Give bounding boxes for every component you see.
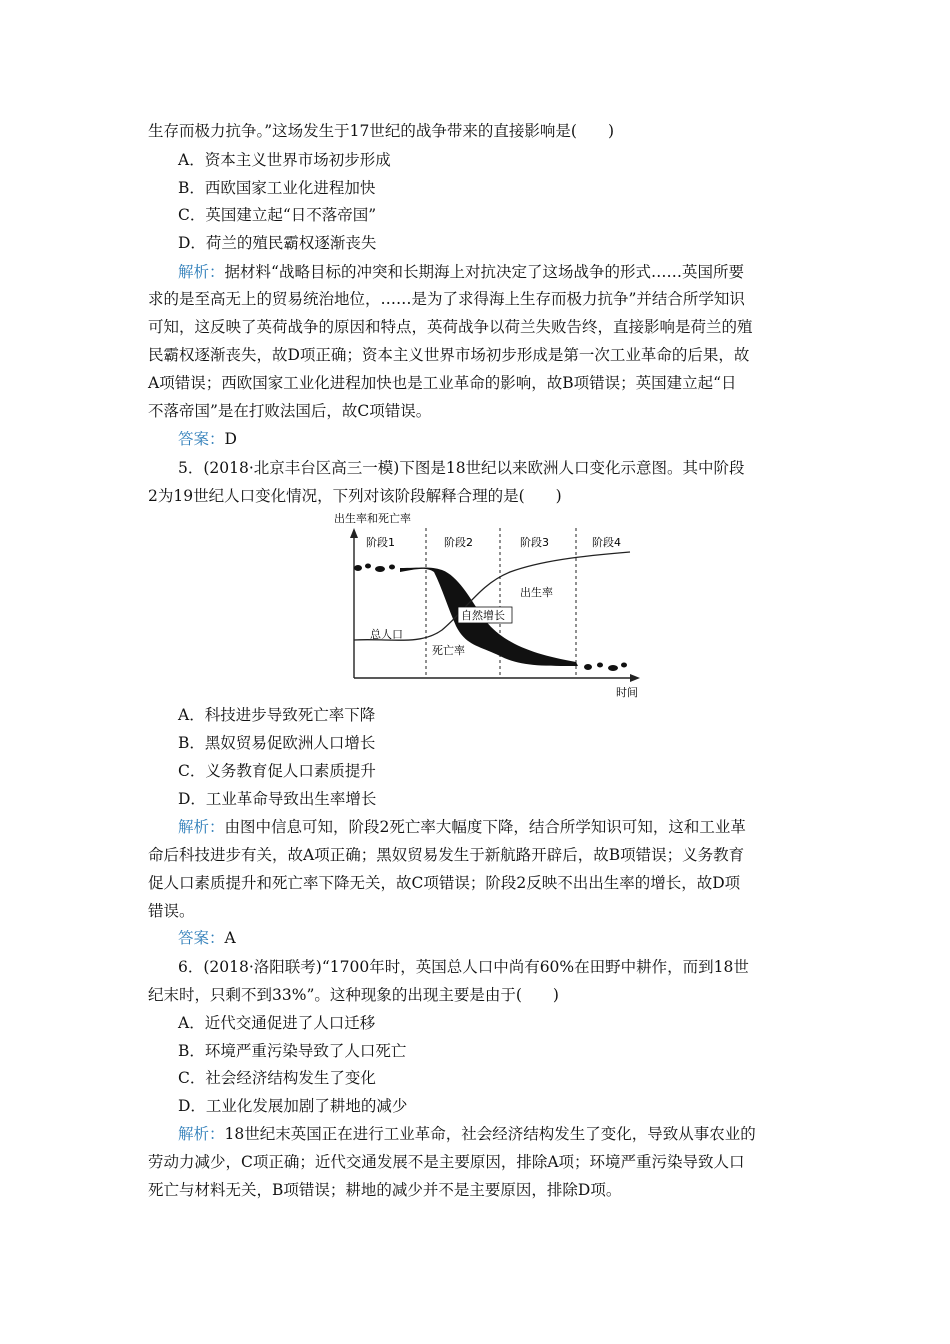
- y-axis-label: 出生率和死亡率: [334, 512, 411, 525]
- population-label: 总人口: [370, 628, 403, 641]
- q6-option-d: D．工业化发展加剧了耕地的减少: [178, 1097, 408, 1115]
- q4-answer: [178, 429, 237, 449]
- birth-rate-label: 出生率: [520, 586, 553, 599]
- q4-stem-tail: 生存而极力抗争。”这场发生于17世纪的战争带来的直接影响是( ): [148, 122, 614, 140]
- q5-answer-value: A: [224, 929, 236, 947]
- q4-analysis-text: 据材料“战略目标的冲突和长期海上对抗决定了这场战争的形式……英国所要: [224, 263, 744, 281]
- q4-option-b: B．西欧国家工业化进程加快: [178, 179, 376, 197]
- q5-stem-line: 5．(2018·北京丰台区高三一模)下图是18世纪以来欧洲人口变化示意图。其中阶段: [178, 459, 745, 477]
- q6-analysis-text: 18世纪末英国正在进行工业革命，社会经济结构发生了变化，导致从事农业的: [224, 1125, 756, 1143]
- late-rate-blob: [584, 664, 592, 670]
- early-rate-blob: [375, 566, 385, 572]
- late-rate-blob: [621, 663, 627, 668]
- population-figure: [330, 506, 650, 700]
- q6-analysis-line: 死亡与材料无关，B项错误；耕地的减少并不是主要原因，排除D项。: [148, 1181, 622, 1199]
- q6-analysis-line: 劳动力减少，C项正确；近代交通发展不是主要原因，排除A项；环境严重污染导致人口: [148, 1153, 745, 1171]
- q6-stem-line: 纪末时，只剩不到33%”。这种现象的出现主要是由于( ): [148, 986, 559, 1004]
- y-axis-arrow: [350, 528, 358, 538]
- q6-option-c: C．社会经济结构发生了变化: [178, 1069, 376, 1087]
- early-rate-blob: [365, 564, 371, 569]
- q6-analysis-line: [178, 1124, 756, 1144]
- late-rate-blob: [597, 663, 603, 668]
- q5-stem-line: 2为19世纪人口变化情况，下列对该阶段解释合理的是( ): [148, 487, 562, 505]
- x-axis-arrow: [630, 674, 640, 682]
- stage-label: 阶段3: [520, 536, 549, 549]
- answer-label: 答案：: [178, 430, 225, 448]
- q5-analysis-line: [178, 817, 746, 837]
- q4-analysis-line: [178, 262, 744, 282]
- q4-analysis-line: 不落帝国”是在打败法国后，故C项错误。: [148, 402, 432, 420]
- q5-analysis-text: 由图中信息可知，阶段2死亡率大幅度下降，结合所学知识可知，这和工业革: [224, 818, 746, 836]
- analysis-label: 解析：: [178, 818, 225, 836]
- q5-analysis-line: 错误。: [148, 902, 195, 920]
- q4-option-c: C．英国建立起“日不落帝国”: [178, 206, 377, 224]
- stage-label: 阶段2: [444, 536, 473, 549]
- q6-option-b: B．环境严重污染导致了人口死亡: [178, 1042, 407, 1060]
- q4-option-d: D．荷兰的殖民霸权逐渐丧失: [178, 234, 377, 252]
- q4-answer-value: D: [224, 430, 237, 448]
- late-rate-blob: [608, 665, 618, 671]
- q5-option-b: B．黑奴贸易促欧洲人口增长: [178, 734, 376, 752]
- analysis-label: 解析：: [178, 1125, 225, 1143]
- analysis-label: 解析：: [178, 263, 225, 281]
- q5-analysis-line: 促人口素质提升和死亡率下降无关，故C项错误；阶段2反映不出出生率的增长，故D项: [148, 874, 741, 892]
- q5-option-a: A．科技进步导致死亡率下降: [178, 706, 376, 724]
- q4-analysis-line: A项错误；西欧国家工业化进程加快也是工业革命的影响，故B项错误；英国建立起“日: [148, 374, 737, 392]
- answer-label: 答案：: [178, 929, 225, 947]
- natural-increase-label: 自然增长: [461, 609, 505, 622]
- stage-label: 阶段4: [592, 536, 621, 549]
- q5-answer: [178, 928, 236, 948]
- q4-analysis-line: 可知，这反映了英荷战争的原因和特点，英荷战争以荷兰失败告终，直接影响是荷兰的殖: [148, 318, 753, 336]
- q5-option-d: D．工业革命导致出生率增长: [178, 790, 377, 808]
- stage-label: 阶段1: [366, 536, 395, 549]
- q5-analysis-line: 命后科技进步有关，故A项正确；黑奴贸易发生于新航路开辟后，故B项错误；义务教育: [148, 846, 745, 864]
- x-axis-label: 时间: [616, 686, 638, 699]
- q6-stem-line: 6．(2018·洛阳联考)“1700年时，英国总人口中尚有60%在田野中耕作，而到18世: [178, 958, 749, 976]
- q6-option-a: A．近代交通促进了人口迁移: [178, 1014, 376, 1032]
- early-rate-blob: [354, 565, 362, 571]
- early-rate-blob: [389, 565, 395, 570]
- death-rate-label: 死亡率: [432, 644, 465, 657]
- q4-analysis-line: 求的是至高无上的贸易统治地位，……是为了求得海上生存而极力抗争”并结合所学知识: [148, 290, 745, 308]
- q5-option-c: C．义务教育促人口素质提升: [178, 762, 376, 780]
- q4-option-a: A．资本主义世界市场初步形成: [178, 151, 391, 169]
- q4-analysis-line: 民霸权逐渐丧失，故D项正确；资本主义世界市场初步形成是第一次工业革命的后果，故: [148, 346, 750, 364]
